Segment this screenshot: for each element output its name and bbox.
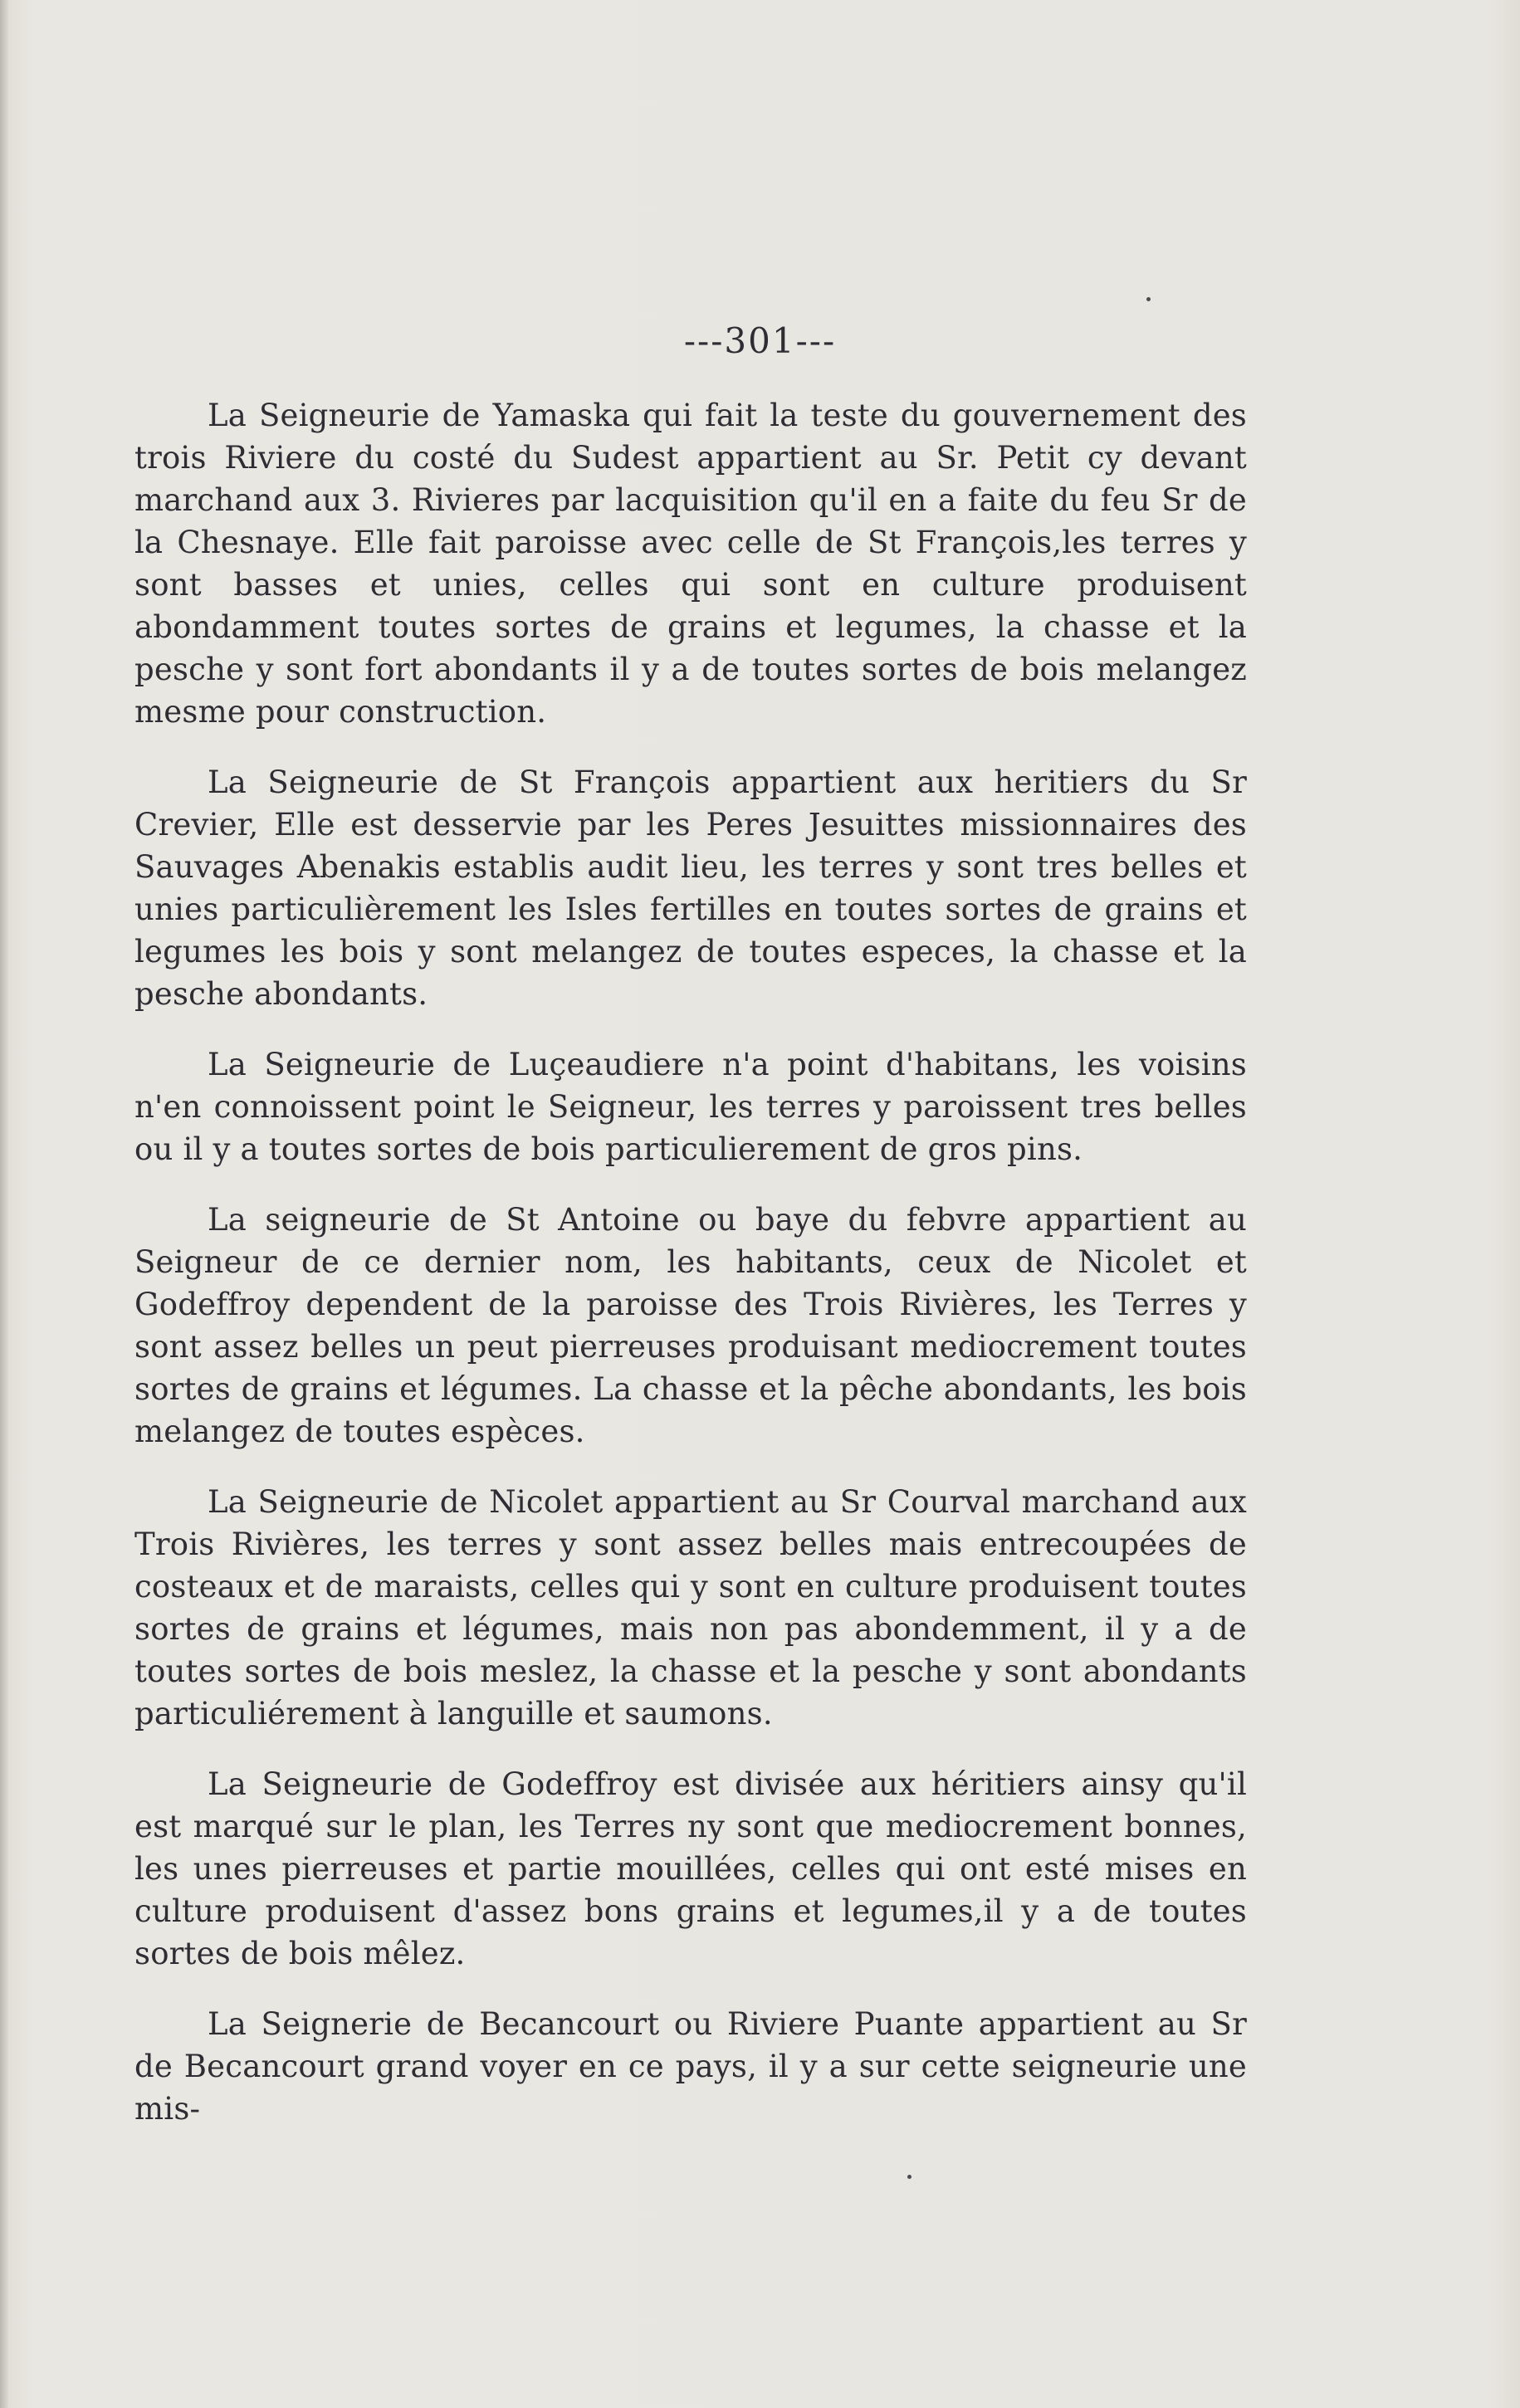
paragraph-godeffroy: La Seigneurie de Godeffroy est divisée aux héritiers ainsy qu'il est marqué sur le plan, les Terres ny sont que mediocrement bonnes, les unes pierreuses et partie mouillées, celles qui ont esté mises en culture produisent d'assez bons grains et legumes,il y a de toutes sortes de bois mêlez.	[134, 1766, 1247, 1971]
page-body-text	[134, 394, 1247, 2130]
paragraph-nicolet: La Seigneurie de Nicolet appartient au Sr Courval marchand aux Trois Rivières, les terres y sont assez belles mais entrecoupées de costeaux et de maraists, celles qui y sont en culture produisent toutes sortes de grains et légumes, mais non pas abondemment, il y a de toutes sortes de bois meslez, la chasse et la pesche y sont abondants particuliérement à languille et saumons.	[134, 1484, 1247, 1732]
paragraph-luceaudiere: La Seigneurie de Luçeaudiere n'a point d'habitans, les voisins n'en connoissent point le Seigneur, les terres y paroissent tres belles ou il y a toutes sortes de bois particulierement de gros pins.	[134, 1047, 1247, 1167]
paragraph-st-francois: La Seigneurie de St François appartient aux heritiers du Sr Crevier, Elle est desservie par les Peres Jesuittes missionnaires des Sauvages Abenakis establis audit lieu, les terres y sont tres belles et unies particulièrement les Isles fertilles en toutes sortes de grains et legumes les bois y sont melangez de toutes especes, la chasse et la pesche abondants.	[134, 764, 1247, 1012]
paper-speck	[1146, 297, 1151, 301]
paragraph-becancourt: La Seignerie de Becancourt ou Riviere Puante appartient au Sr de Becancourt grand voyer en ce pays, il y a sur cette seigneurie une mis-	[134, 2006, 1247, 2127]
page-number: ---301---	[683, 320, 837, 361]
page-binding-edge	[0, 0, 8, 2408]
paper-speck	[907, 2175, 912, 2179]
paragraph-st-antoine: La seigneurie de St Antoine ou baye du febvre appartient au Seigneur de ce dernier nom, les habitants, ceux de Nicolet et Godeffroy dependent de la paroisse des Trois Rivières, les Terres y sont assez belles un peut pierreuses produisant mediocrement toutes sortes de grains et légumes. La chasse et la pêche abondants, les bois melangez de toutes espèces.	[134, 1202, 1247, 1449]
paragraph-yamaska: La Seigneurie de Yamaska qui fait la teste du gouvernement des trois Riviere du costé du Sudest appartient au Sr. Petit cy devant marchand aux 3. Rivieres par lacquisition qu'il en a faite du feu Sr de la Chesnaye. Elle fait paroisse avec celle de St François,les terres y sont basses et unies, celles qui sont en culture produisent abondamment toutes sortes de grains et legumes, la chasse et la pesche y sont fort abondants il y a de toutes sortes de bois melangez mesme pour construction.	[134, 398, 1247, 730]
